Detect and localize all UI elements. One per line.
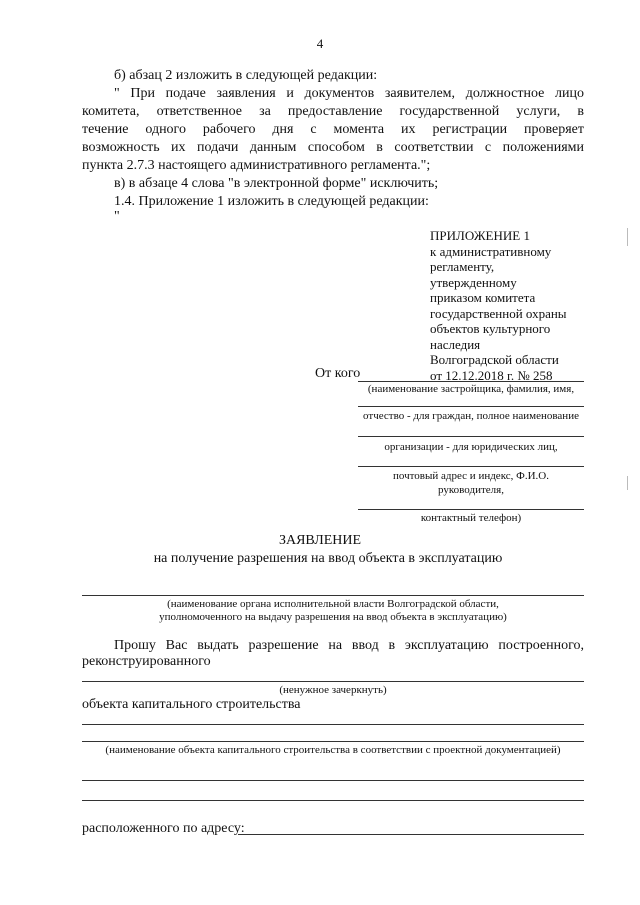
quoted-paragraph-line-1: " При подаче заявления и документов заявителем, должностное лицо bbox=[114, 86, 584, 101]
from-field-line bbox=[358, 381, 584, 382]
from-field-line bbox=[358, 436, 584, 437]
request-line: Прошу Вас выдать разрешение на ввод в эксплуатацию построенного, bbox=[114, 638, 584, 653]
statement-subtitle: на получение разрешения на ввод объекта в эксплуатацию bbox=[153, 551, 503, 566]
object-field-line bbox=[82, 741, 584, 742]
from-label: От кого bbox=[315, 366, 361, 381]
appendix-title: ПРИЛОЖЕНИЕ 1 bbox=[430, 228, 530, 243]
appendix-line: регламенту, bbox=[430, 259, 495, 274]
amendment-v-line: в) в абзаце 4 слова "в электронной форме" исключить; bbox=[114, 176, 439, 191]
object-field-line bbox=[82, 800, 584, 801]
section-1-4-line: 1.4. Приложение 1 изложить в следующей редакции: bbox=[114, 194, 429, 209]
appendix-line: объектов культурного bbox=[430, 321, 551, 336]
from-field-line bbox=[358, 509, 584, 510]
from-hint-3: организации - для юридических лиц, bbox=[384, 441, 558, 453]
from-hint-1: (наименование застройщика, фамилия, имя, bbox=[367, 383, 575, 395]
from-hint-6: контактный телефон) bbox=[420, 512, 522, 524]
object-field-line bbox=[82, 724, 584, 725]
appendix-line: утвержденному bbox=[430, 274, 517, 290]
appendix-date-line: от 12.12.2018 г. № 258 bbox=[430, 367, 553, 383]
authority-field-line bbox=[82, 595, 584, 596]
address-label: расположенного по адресу: bbox=[82, 821, 245, 836]
scan-edge-mark bbox=[627, 476, 628, 490]
authority-hint-2: уполномоченного на выдачу разрешения на ввод объекта в эксплуатацию) bbox=[159, 611, 507, 623]
quoted-paragraph-line-5: пункта 2.7.3 настоящего административного регламента."; bbox=[82, 158, 431, 173]
amendment-b-line: б) абзац 2 изложить в следующей редакции: bbox=[114, 68, 378, 83]
appendix-header bbox=[430, 228, 567, 383]
object-label: объекта капитального строительства bbox=[82, 697, 301, 712]
address-field-line bbox=[238, 834, 584, 835]
quoted-paragraph-line-3: течение одного рабочего дня с момента их регистрации проверяет bbox=[82, 122, 584, 137]
from-field-line bbox=[358, 406, 584, 407]
quoted-paragraph-line-4: возможность их подачи данным способом в соответствии с положениями bbox=[82, 140, 584, 155]
appendix-line: государственной охраны bbox=[430, 305, 567, 321]
statement-title: ЗАЯВЛЕНИЕ bbox=[278, 533, 362, 548]
appendix-line: Волгоградской области bbox=[430, 352, 559, 367]
from-hint-4: почтовый адрес и индекс, Ф.И.О. bbox=[393, 470, 549, 482]
appendix-line: наследия bbox=[430, 336, 481, 352]
page-number: 4 bbox=[316, 36, 324, 51]
appendix-line: приказом комитета bbox=[430, 290, 536, 305]
from-hint-2: отчество - для граждан, полное наименование bbox=[363, 410, 579, 422]
object-hint: (наименование объекта капитального строительства в соответствии с проектной документацией) bbox=[105, 744, 561, 756]
request-line-2: реконструированного bbox=[82, 654, 211, 669]
open-quote: " bbox=[114, 209, 120, 224]
strike-hint: (ненужное зачеркнуть) bbox=[279, 684, 387, 696]
from-hint-5: руководителя, bbox=[438, 484, 504, 496]
object-field-line bbox=[82, 780, 584, 781]
appendix-line: к административному bbox=[430, 243, 552, 259]
from-field-line bbox=[358, 466, 584, 467]
strike-field-line bbox=[82, 681, 584, 682]
quoted-paragraph-line-2: комитета, ответственное за предоставление государственной услуги, в bbox=[82, 104, 584, 119]
authority-hint-1: (наименование органа исполнительной власти Волгоградской области, bbox=[167, 598, 499, 610]
scan-edge-mark bbox=[627, 228, 628, 246]
